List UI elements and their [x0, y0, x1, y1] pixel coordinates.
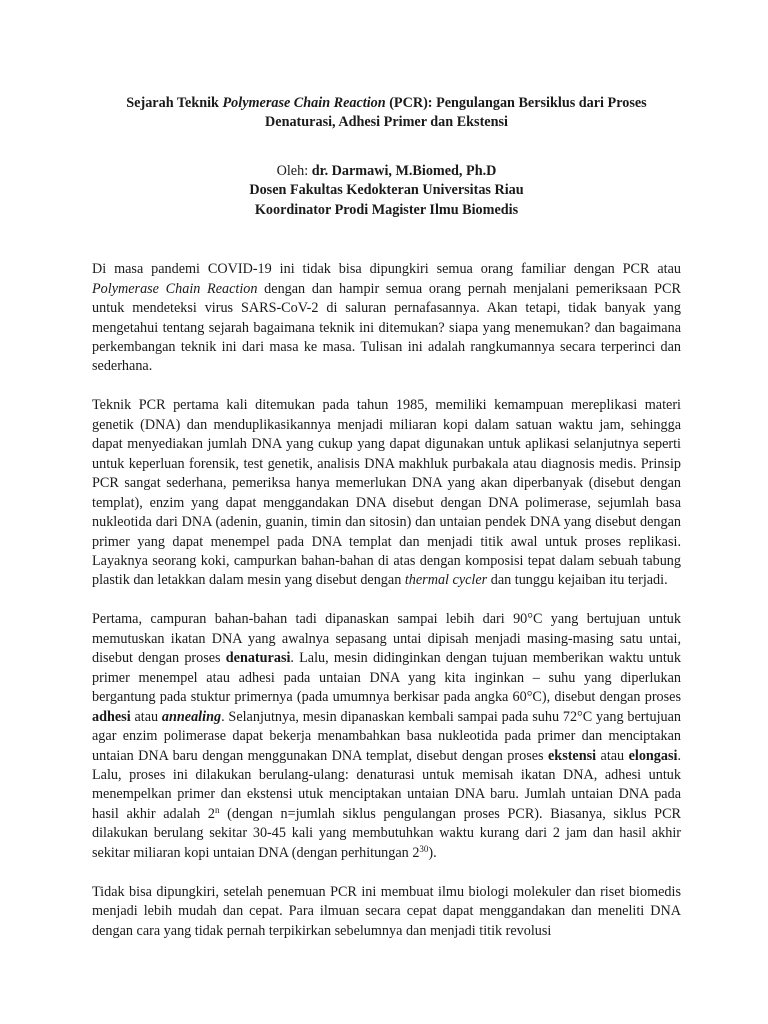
- author-prefix: Oleh:: [276, 163, 312, 179]
- author-role: Koordinator Prodi Magister Ilmu Biomedis: [254, 201, 519, 218]
- superscript-n: n: [215, 804, 220, 815]
- paragraph-pcr-principle: Teknik PCR pertama kali ditemukan pada tahun 1985, memiliki kemampuan mereplikasi materi genetik (DNA) dan menduplikasikannya menjadi miliaran kopi dalam satuan waktu jam, sehingga dapat menyediakan jumlah DNA yang cukup yang dapat digunakan untuk aplikasi selanjutnya seperti untuk keperluan forensik, test genetik, analisis DNA makhluk purbakala atau diagnosis medis. Prinsip PCR sangat sederhana, pemeriksa hanya memerlukan DNA yang akan diperbanyak (disebut dengan templat), enzim yang dapat menggandakan DNA disebut dengan DNA polimerase, sejumlah basa nukleotida dari DNA (adenin, guanin, timin dan sitosin) dan untaian pendek DNA yang disebut dengan primer yang dapat menempel pada DNA templat dan menjadi titik awal untuk proses replikasi. Layaknya seorang koki, campurkan bahan-bahan di atas dengan komposisi tepat dalam sebuah tabung plastik dan letakkan dalam mesin yang disebut dengan thermal cycler dan tunggu kejaiban itu terjadi.: [92, 397, 681, 589]
- bold-term-adhesi: adhesi: [92, 708, 131, 725]
- superscript-30: 30: [419, 843, 429, 854]
- author-block: [92, 162, 681, 220]
- title-line-2: Denaturasi, Adhesi Primer dan Ekstensi: [265, 114, 508, 130]
- bold-term-ekstensi: ekstensi: [548, 747, 597, 764]
- document-title: [92, 94, 681, 132]
- author-affiliation: Dosen Fakultas Kedokteran Universitas Riau: [249, 182, 524, 199]
- title-italic-term: Polymerase Chain Reaction: [222, 95, 386, 111]
- italic-term: thermal cycler: [404, 572, 488, 589]
- bold-term-elongasi: elongasi: [628, 747, 678, 764]
- document-page: [92, 94, 681, 941]
- author-name: Oleh: dr. Darmawi, M.Biomed, Ph.D: [276, 163, 497, 179]
- paragraph-impact: Tidak bisa dipungkiri, setelah penemuan PCR ini membuat ilmu biologi molekuler dan riset biomedis menjadi lebih mudah dan cepat. Para ilmuan secara cepat dapat menggandakan dan meneliti DNA dengan cara yang tidak pernah terpikirkan sebelumnya dan menjadi titik revolusi: [92, 883, 681, 939]
- paragraph-pcr-steps: Pertama, campuran bahan-bahan tadi dipanaskan sampai lebih dari 90°C yang bertujuan untuk memutuskan ikatan DNA yang awalnya sepasang untai dipisah menjadi masing-masing satu untai, disebut dengan proses denaturasi. Lalu, mesin didinginkan dengan tujuan memberikan waktu untuk primer menempel atau adhesi pada untaian DNA yang kita inginkan – suhu yang diperlukan bergantung pada stuktur primernya (pada umumnya berkisar pada angka 60°C), disebut dengan proses adhesi atau annealing. Selanjutnya, mesin dipanaskan kembali sampai pada suhu 72°C yang bertujuan agar enzim polimerase dapat bekerja menambahkan basa nukleotida pada primer dan menciptakan untaian DNA baru dengan menggunakan DNA templat, disebut dengan proses ekstensi atau elongasi. Lalu, proses ini dilakukan berulang-ulang: denaturasi untuk memisah ikatan DNA, adhesi untuk menempelkan primer dan ekstensi utuk menciptakan untaian DNA baru. Jumlah untaian DNA pada hasil akhir adalah 2$^n$ (dengan n=jumlah siklus pengulangan proses PCR). Biasanya, siklus PCR dilakukan berulang sekitar 30-45 kali yang membutuhkan waktu kurang dari 2 jam dan hasil akhir sekitar miliaran kopi untaian DNA (dengan perhitungan $2^{30}$).: [92, 611, 681, 861]
- italic-term: Polymerase Chain Reaction: [92, 280, 258, 297]
- paragraph-intro: Di masa pandemi COVID-19 ini tidak bisa dipungkiri semua orang familiar dengan PCR atau Polymerase Chain Reaction dengan dan hampir semua orang pernah menjalani pemeriksaan PCR untuk mendeteksi virus SARS-CoV-2 di saluran pernafasannya. Akan tetapi, tidak banyak yang mengetahui tentang sejarah bagaimana teknik ini ditemukan? siapa yang menemukan? dan bagaimana perkembangan teknik ini dari masa ke masa. Tulisan ini adalah rangkumannya secara terperinci dan sederhana.: [92, 261, 681, 375]
- bold-term-denaturasi: denaturasi: [225, 650, 291, 667]
- bold-italic-term-annealing: annealing: [161, 708, 222, 725]
- title-line-1: Sejarah Teknik Polymerase Chain Reaction (PCR): Pengulangan Bersiklus dari Proses: [126, 95, 647, 111]
